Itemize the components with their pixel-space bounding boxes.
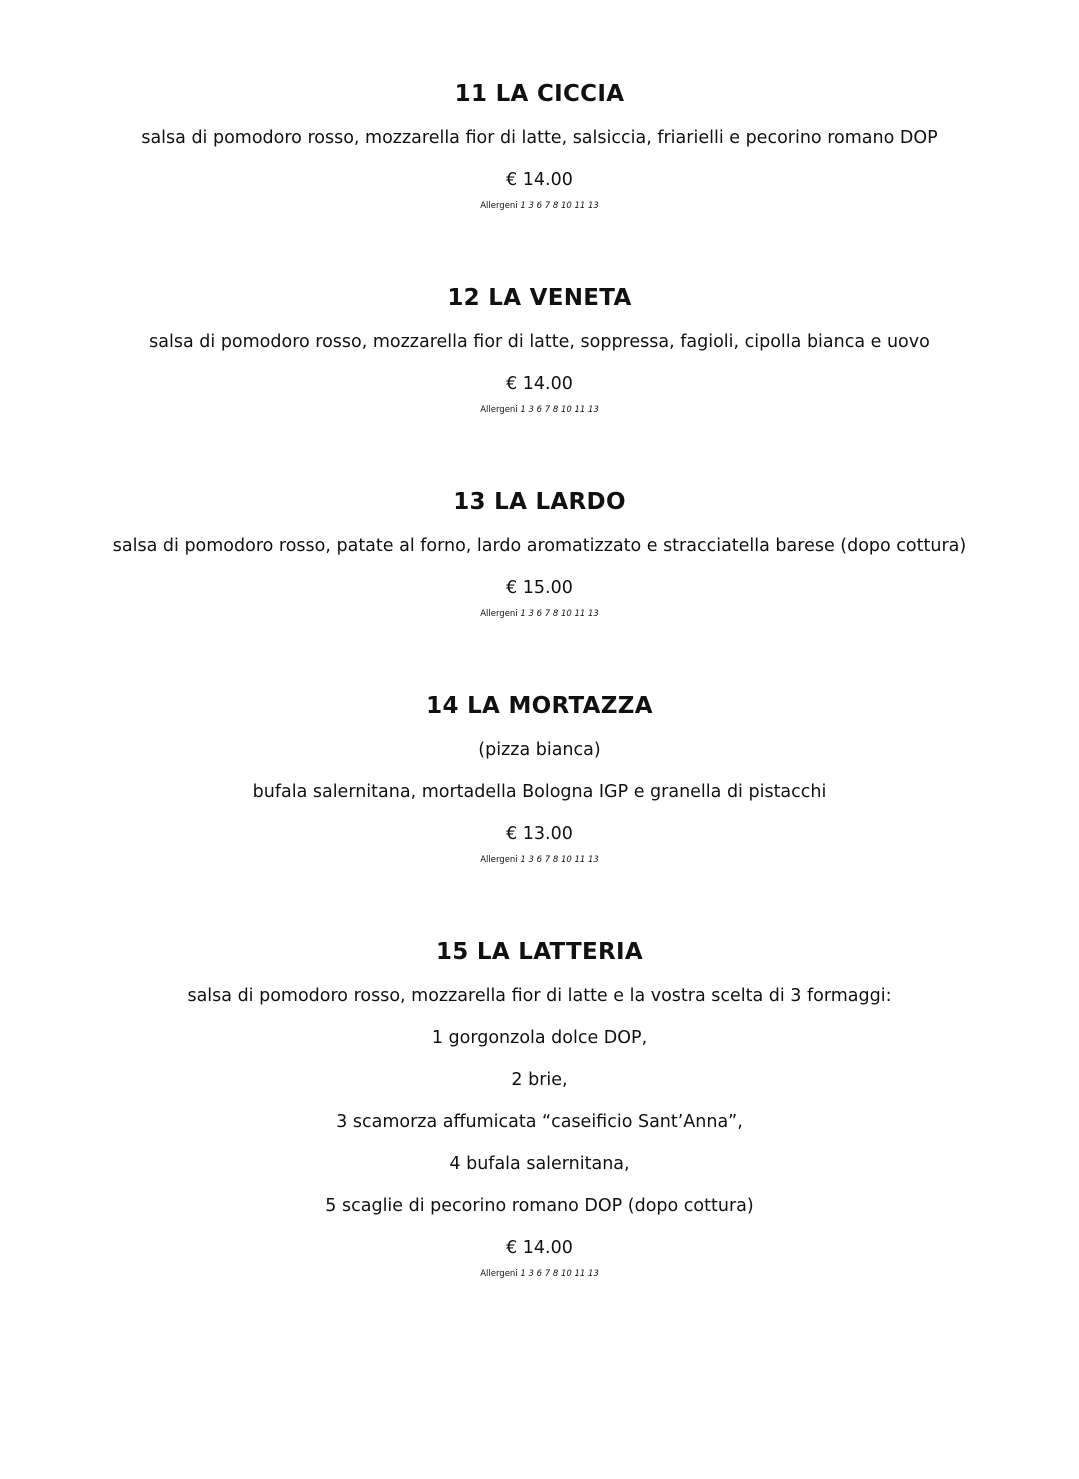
item-description: salsa di pomodoro rosso, mozzarella fior di latte, salsiccia, friarielli e pecorino romano DOP <box>141 128 938 148</box>
menu-item-la-ciccia <box>0 80 1079 212</box>
item-allergens <box>0 608 1079 620</box>
menu-item-la-mortazza <box>0 692 1079 866</box>
item-price: € 13.00 <box>506 824 573 844</box>
item-price: € 14.00 <box>506 1238 573 1258</box>
item-price: € 14.00 <box>506 170 573 190</box>
item-allergens <box>0 200 1079 212</box>
menu-item-la-veneta <box>0 284 1079 416</box>
cheese-option-4: 4 bufala salernitana, <box>449 1154 630 1174</box>
cheese-option-3: 3 scamorza affumicata “caseificio Sant’Anna”, <box>336 1112 743 1132</box>
item-title: 12 LA VENETA <box>447 285 632 311</box>
allergens-label: Allergeni <box>480 1269 518 1279</box>
item-price: € 14.00 <box>506 374 573 394</box>
allergen-numbers: 1 3 6 7 8 10 11 13 <box>520 405 599 415</box>
allergen-numbers: 1 3 6 7 8 10 11 13 <box>520 855 599 865</box>
menu-item-la-latteria <box>0 938 1079 1280</box>
allergens-label: Allergeni <box>480 201 518 211</box>
cheese-option-2: 2 brie, <box>511 1070 568 1090</box>
item-title: 15 LA LATTERIA <box>435 939 644 965</box>
item-price: € 15.00 <box>506 578 573 598</box>
item-description: bufala salernitana, mortadella Bologna IGP e granella di pistacchi <box>252 782 827 802</box>
item-allergens <box>0 1268 1079 1280</box>
item-description: salsa di pomodoro rosso, patate al forno, lardo aromatizzato e stracciatella barese (dopo cottura) <box>112 536 967 556</box>
item-title: 14 LA MORTAZZA <box>426 693 653 719</box>
item-allergens <box>0 404 1079 416</box>
item-note: (pizza bianca) <box>478 740 601 760</box>
item-description: salsa di pomodoro rosso, mozzarella fior di latte, soppressa, fagioli, cipolla bianca e uovo <box>149 332 930 352</box>
item-description: salsa di pomodoro rosso, mozzarella fior di latte e la vostra scelta di 3 formaggi: <box>187 986 892 1006</box>
allergens-label: Allergeni <box>480 855 518 865</box>
item-title: 13 LA LARDO <box>453 489 626 515</box>
allergens-label: Allergeni <box>480 405 518 415</box>
allergen-numbers: 1 3 6 7 8 10 11 13 <box>520 609 599 619</box>
cheese-option-1: 1 gorgonzola dolce DOP, <box>431 1028 648 1048</box>
item-title: 11 LA CICCIA <box>454 81 625 107</box>
allergens-label: Allergeni <box>480 609 518 619</box>
cheese-option-5: 5 scaglie di pecorino romano DOP (dopo cottura) <box>325 1196 754 1216</box>
allergen-numbers: 1 3 6 7 8 10 11 13 <box>520 1269 599 1279</box>
item-allergens <box>0 854 1079 866</box>
allergen-numbers: 1 3 6 7 8 10 11 13 <box>520 201 599 211</box>
menu-item-la-lardo <box>0 488 1079 620</box>
